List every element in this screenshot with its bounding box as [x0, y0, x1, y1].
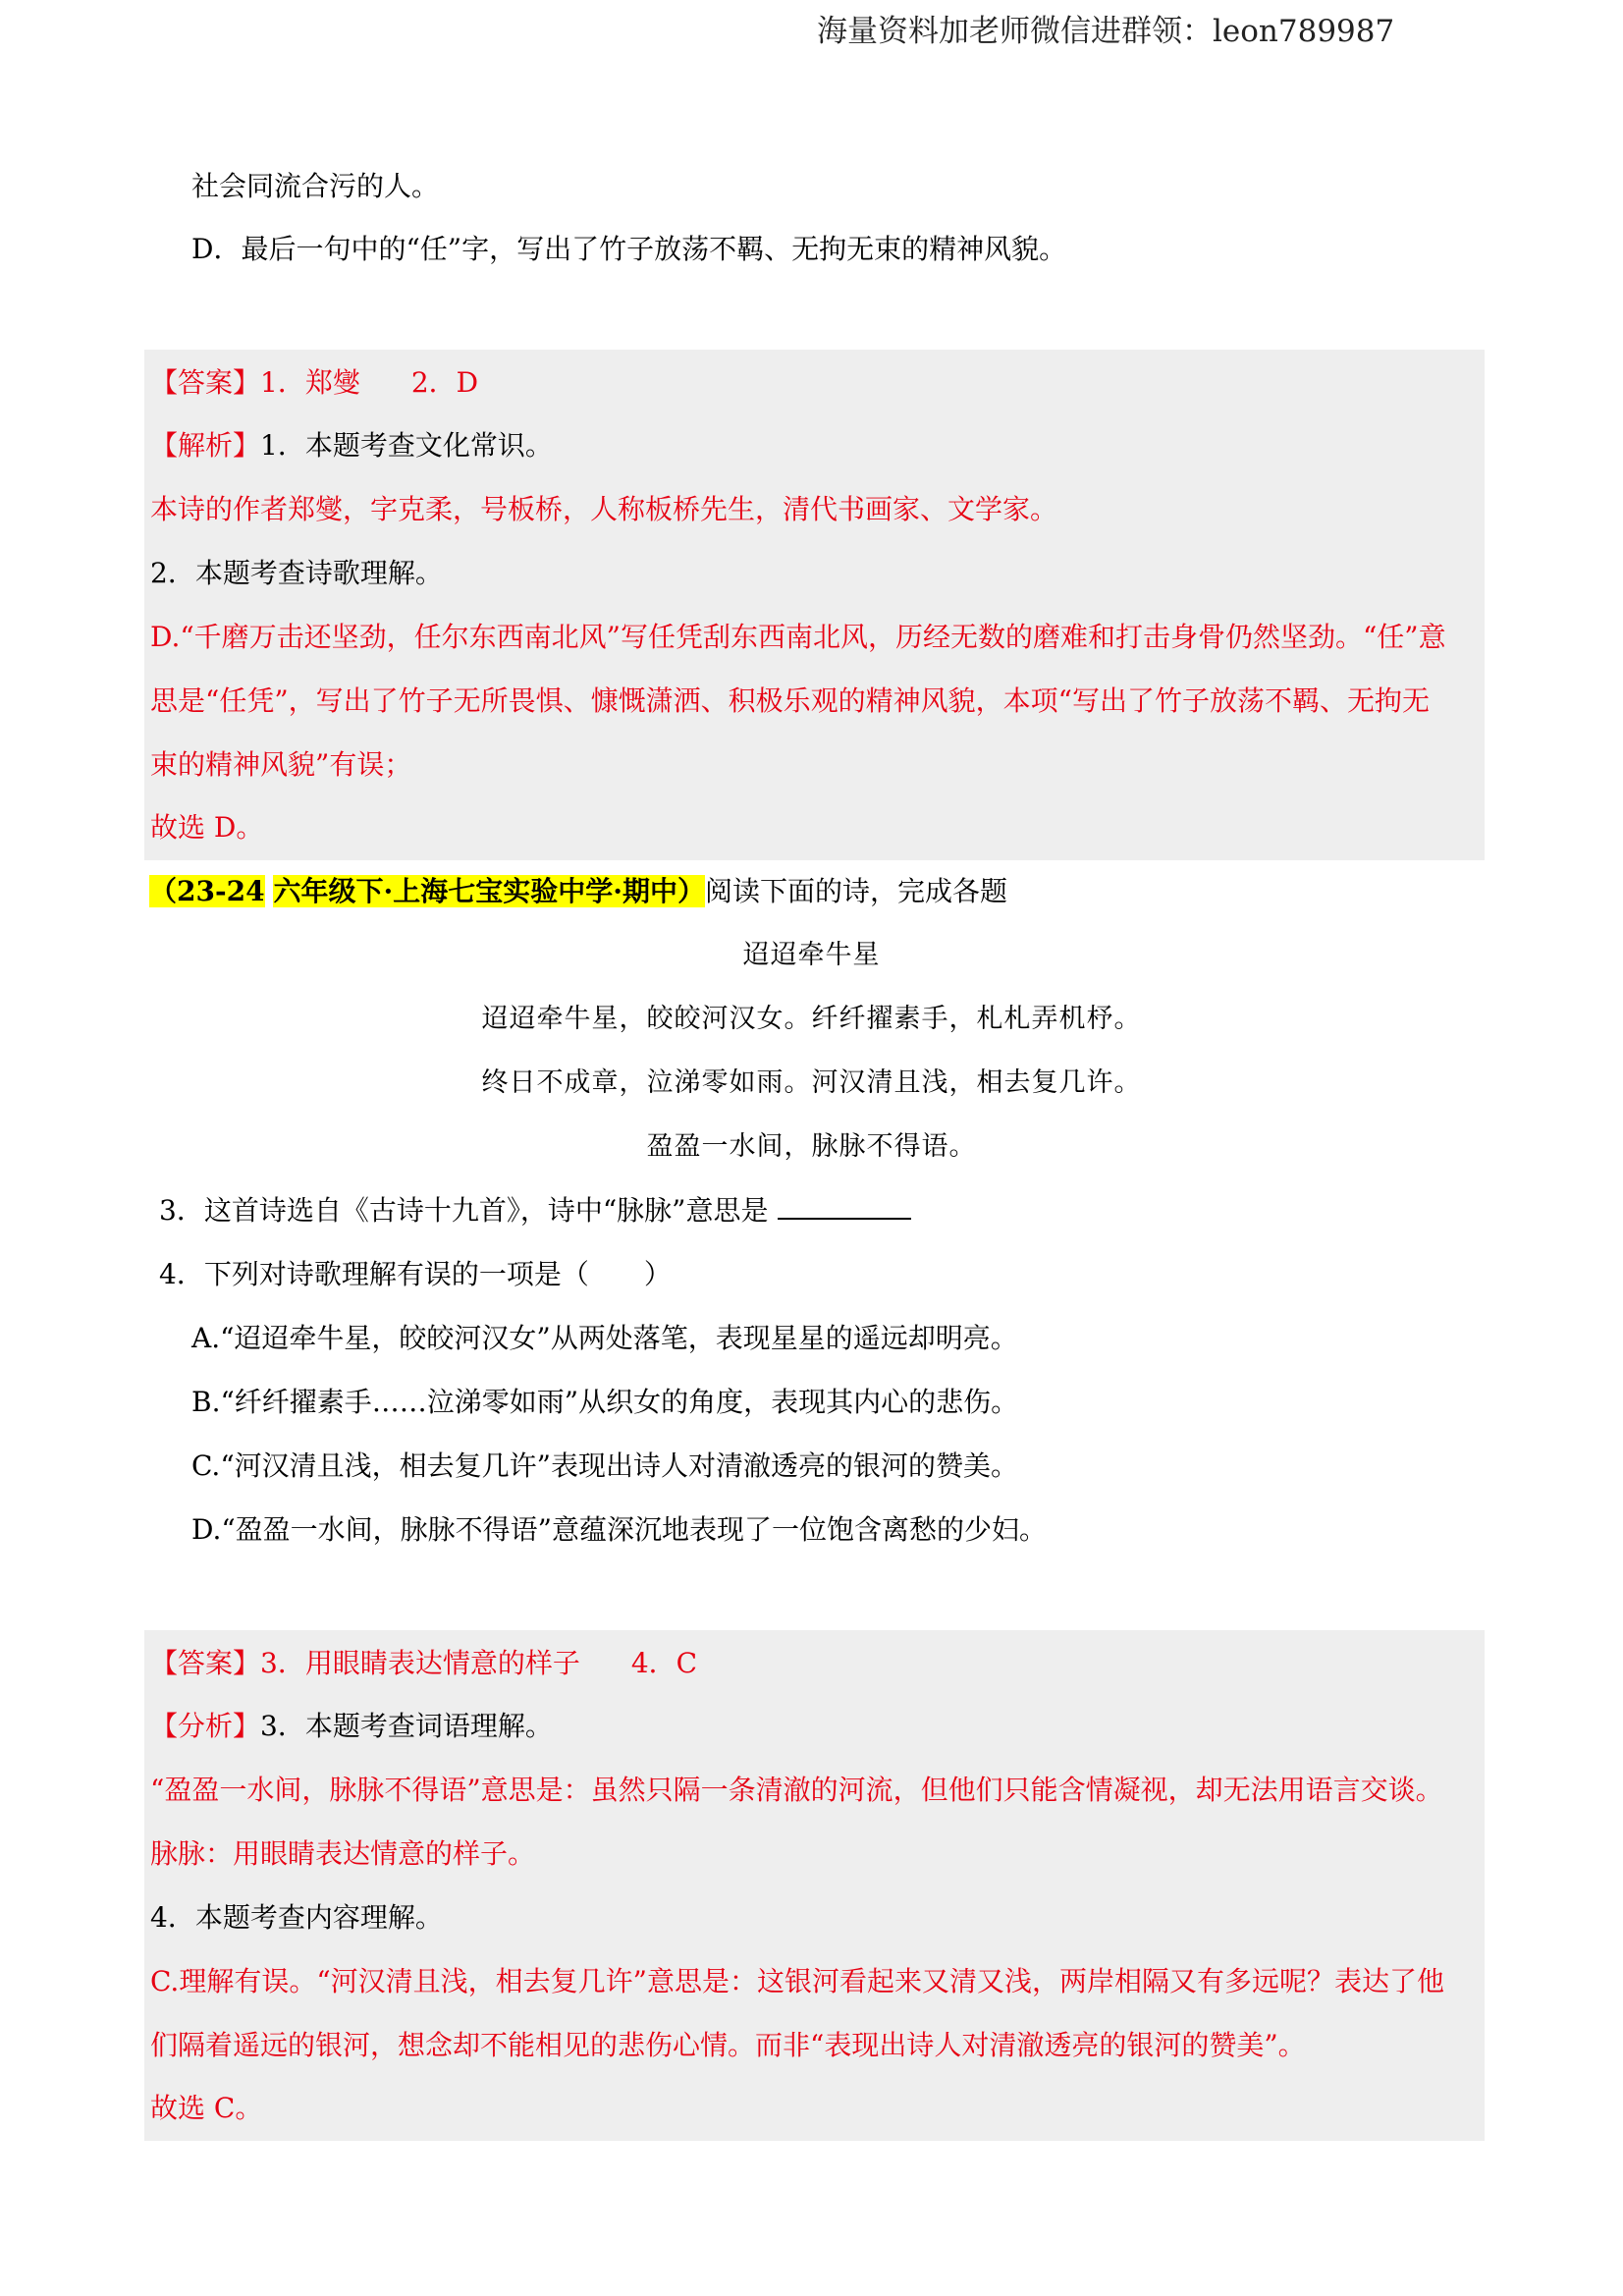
source-instruction: 阅读下面的诗，完成各题 — [704, 875, 1007, 907]
question-4-option-d: D.“盈盈一水间，脉脉不得语”意蕴深沉地表现了一位饱含离愁的少妇。 — [191, 1513, 1047, 1546]
analysis-text: 脉脉：用眼睛表达情意的样子。 — [150, 1837, 536, 1870]
poem-line: 盈盈一水间，脉脉不得语。 — [646, 1131, 977, 1162]
analysis-text: 思是“任凭”，写出了竹子无所畏惧、慷慨潇洒、积极乐观的精神风貌，本项“写出了竹子放荡不羁、无拘无 — [150, 684, 1430, 717]
question-source — [149, 872, 1007, 911]
source-school: 六年级下·上海七宝实验中学·期中） — [273, 875, 705, 907]
prev-question-continuation: 社会同流合污的人。 — [191, 170, 440, 202]
analysis-text: 束的精神风貌”有误； — [150, 748, 412, 781]
analysis-heading-4: 4．本题考查内容理解。 — [150, 1901, 443, 1934]
analysis-tag: 【分析】 — [150, 1710, 261, 1742]
answer-tag: 【答案】 — [150, 1647, 261, 1679]
source-year: （23-24 — [149, 875, 265, 907]
analysis-text: 本诗的作者郑燮，字克柔，号板桥，人称板桥先生，清代书画家、文学家。 — [150, 493, 1058, 525]
poem-line: 迢迢牵牛星，皎皎河汉女。纤纤擢素手，札札弄机杼。 — [481, 1004, 1142, 1034]
poem-line: 终日不成章，泣涕零如雨。河汉清且浅，相去复几许。 — [481, 1067, 1142, 1098]
answer-box-1 — [144, 350, 1485, 860]
answer-blank[interactable] — [778, 1194, 911, 1220]
analysis-conclusion: 故选 D。 — [150, 811, 264, 844]
poem-title: 迢迢牵牛星 — [742, 940, 881, 970]
answer-value-4: 4．C — [630, 1647, 698, 1679]
question-3 — [159, 1191, 911, 1230]
answer-line-2 — [150, 1644, 697, 1683]
answer-tag: 【答案】 — [150, 366, 261, 399]
question-4-option-a: A.“迢迢牵牛星，皎皎河汉女”从两处落笔，表现星星的遥远却明亮。 — [191, 1322, 1018, 1354]
analysis-tag: 【解析】 — [150, 429, 261, 462]
question-4-option-c: C.“河汉清且浅，相去复几许”表现出诗人对清澈透亮的银河的赞美。 — [191, 1449, 1018, 1482]
analysis-text: “盈盈一水间，脉脉不得语”意思是：虽然只隔一条清澈的河流，但他们只能含情凝视，却无法用语言交谈。 — [150, 1774, 1443, 1806]
answer-line-1 — [150, 363, 478, 403]
analysis-text: C.理解有误。“河汉清且浅，相去复几许”意思是：这银河看起来又清又浅，两岸相隔又有多远呢？表达了他 — [150, 1965, 1444, 1997]
analysis-heading: 3．本题考查词语理解。 — [260, 1710, 553, 1742]
analysis-line-1 — [150, 426, 553, 465]
answer-value-1: 1．郑燮 — [260, 366, 360, 399]
analysis-line-2 — [150, 1707, 553, 1746]
prev-question-option-d: D．最后一句中的“任”字，写出了竹子放荡不羁、无拘无束的精神风貌。 — [191, 233, 1067, 265]
answer-value-3: 3．用眼睛表达情意的样子 — [260, 1647, 580, 1679]
analysis-text: D.“千磨万击还坚劲，任尔东西南北风”写任凭刮东西南北风，历经无数的磨难和打击身骨仍然坚劲。“任”意 — [150, 621, 1446, 653]
analysis-heading-2: 2．本题考查诗歌理解。 — [150, 557, 443, 589]
analysis-text: 们隔着遥远的银河，想念却不能相见的悲伤心情。而非“表现出诗人对清澈透亮的银河的赞美”。 — [150, 2029, 1306, 2061]
analysis-heading: 1．本题考查文化常识。 — [260, 429, 553, 462]
analysis-conclusion: 故选 C。 — [150, 2092, 263, 2124]
answer-value-2: 2．D — [410, 366, 479, 399]
question-3-text: 3．这首诗选自《古诗十九首》，诗中“脉脉”意思是 — [159, 1194, 769, 1227]
question-4-stem: 4．下列对诗歌理解有误的一项是（ ） — [159, 1258, 672, 1290]
answer-box-2 — [144, 1630, 1485, 2141]
page-header-watermark: 海量资料加老师微信进群领：leon789987 — [817, 14, 1395, 49]
question-4-option-b: B.“纤纤擢素手……泣涕零如雨”从织女的角度，表现其内心的悲伤。 — [191, 1386, 1019, 1418]
